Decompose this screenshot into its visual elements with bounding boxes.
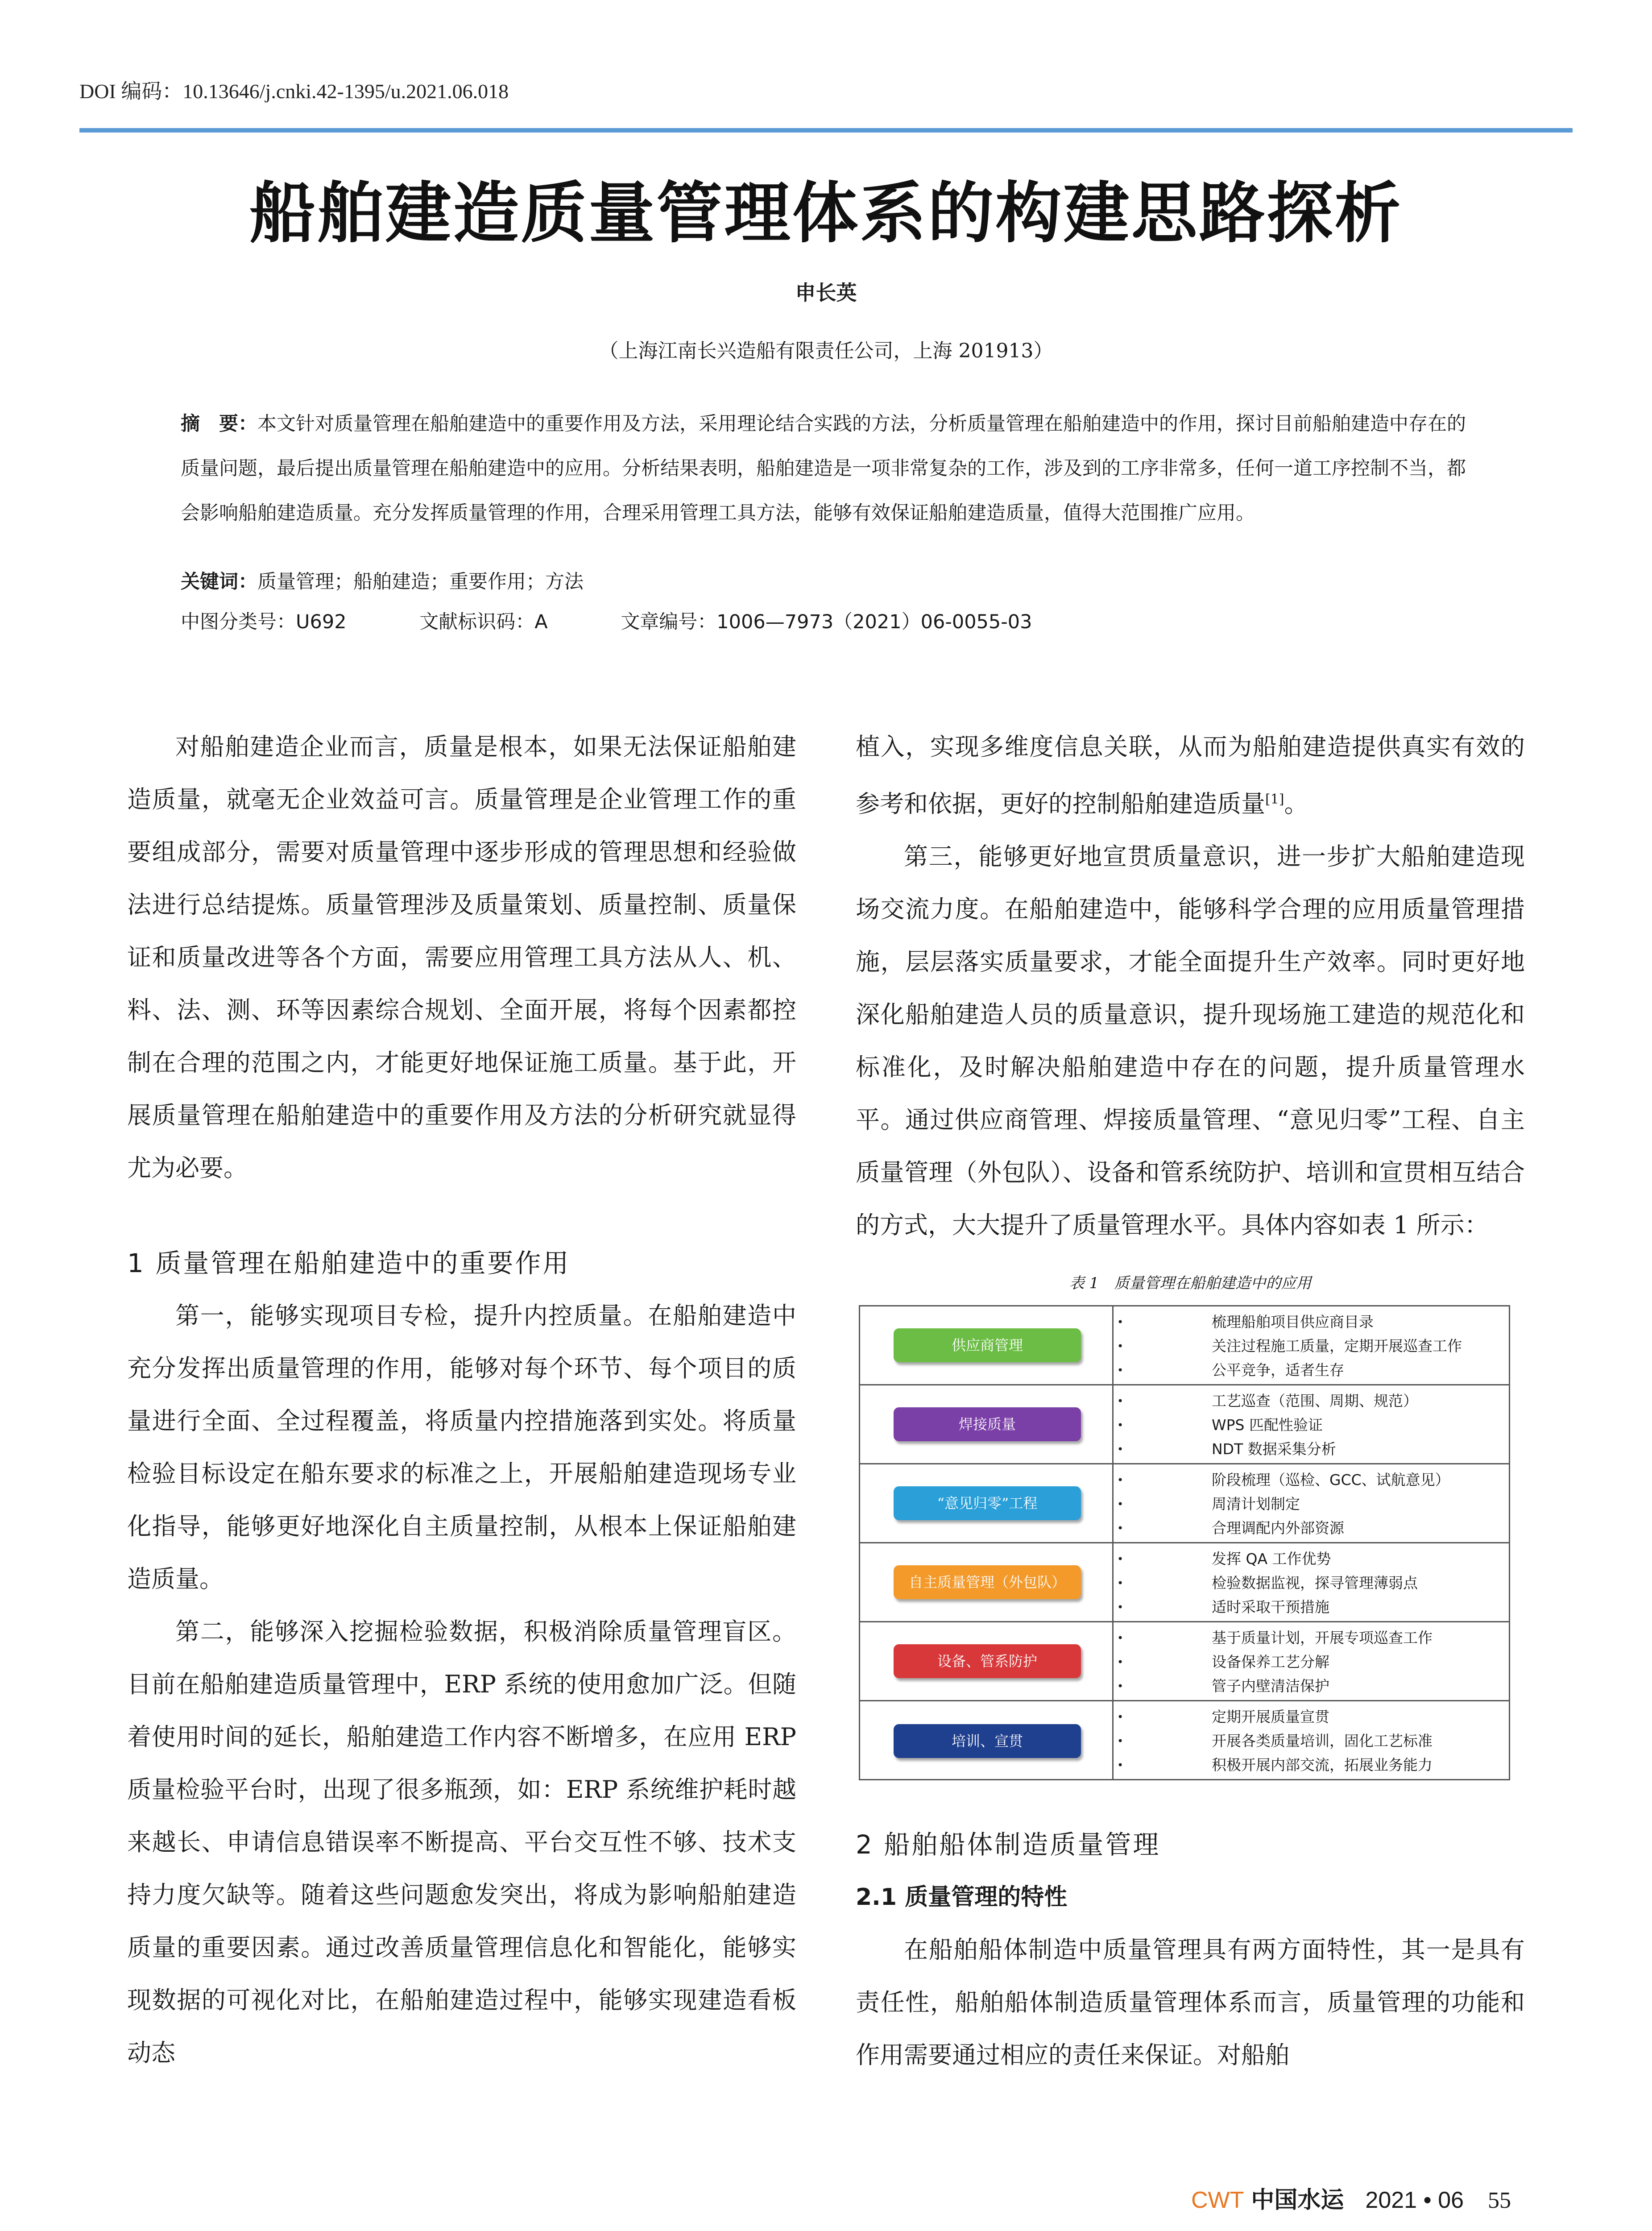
list-item: • 周清计划制定 [1117,1495,1300,1513]
magazine-name: 中国水运 [1251,2186,1344,2214]
table-caption: 表 1 质量管理在船舶建造中的应用 [1069,1274,1312,1292]
paragraph-section2: 在船舶船体制造中质量管理具有两方面特性，其一是具有责任性，船舶船体制造质量管理体系而言，质量管理的功能和作用需要通过相应的责任来保证。对船舶 [856,1936,1525,2069]
list-item: • 定期开展质量宣贯 [1117,1708,1329,1725]
row-label-pill: 供应商管理 [894,1328,1081,1362]
left-column [127,721,796,2079]
table-row [860,1306,1509,1385]
list-item: • 设备保养工艺分解 [1117,1653,1329,1671]
page-number: 55 [1488,2188,1511,2213]
list-item: • 工艺巡查（范围、周期、规范） [1117,1392,1418,1410]
list-item: • WPS 匹配性验证 [1117,1416,1323,1434]
section-2 [856,1818,1525,2082]
table-row [860,1543,1509,1622]
list-item: • 合理调配内外部资源 [1117,1519,1344,1537]
list-item: • 管子内壁清洁保护 [1117,1677,1329,1695]
header-rule [79,128,1573,133]
row-label-pill: 自主质量管理（外包队） [894,1565,1081,1599]
section-2-heading: 2 船舶船体制造质量管理 [856,1829,1161,1860]
paragraph-continued: 植入，实现多维度信息关联，从而为船舶建造提供真实有效的参考和依据，更好的控制船舶建造质量[1]。 [856,733,1525,818]
list-item: • 梳理船舶项目供应商目录 [1117,1313,1374,1331]
list-item: • 发挥 QA 工作优势 [1117,1550,1331,1568]
abstract-text: 本文针对质量管理在船舶建造中的重要作用及方法，采用理论结合实践的方法，分析质量管理在船舶建造中的作用，探讨目前船舶建造中存在的质量问题，最后提出质量管理在船舶建造中的应用。分析结果表明，船舶建造是一项非常复杂的工作，涉及到的工序非常多，任何一道工序控制不当，都会影响船舶建造质量。充分发挥质量管理的作用，合理采用管理工具方法，能够有效保证船舶建造质量，值得大范围推广应用。 [181,413,1466,524]
abstract [181,402,1474,535]
row-label-pill: 焊接质量 [894,1407,1081,1441]
article-meta [181,607,1474,634]
list-item: • 关注过程施工质量，定期开展巡查工作 [1117,1337,1462,1355]
brand-logo: CWT [1191,2187,1244,2213]
paragraph-first: 第一，能够实现项目专检，提升内控质量。在船舶建造中充分发挥出质量管理的作用，能够对每个环节、每个项目的质量进行全面、全过程覆盖，将质量内控措施落到实处。将质量检验目标设定在船东要求的标准之上，开展船舶建造现场专业化指导，能够更好地深化自主质量控制，从根本上保证船舶建造质量。 [127,1302,796,1593]
table-row [860,1701,1509,1780]
keywords [181,567,584,594]
abstract-label: 摘 要： [181,413,257,435]
table-row [860,1464,1509,1543]
intro-paragraph: 对船舶建造企业而言，质量是根本，如果无法保证船舶建造质量，就毫无企业效益可言。质量管理是企业管理工作的重要组成部分，需要对质量管理中逐步形成的管理思想和经验做法进行总结提炼。质量管理涉及质量策划、质量控制、质量保证和质量改进等各个方面，需要应用管理工具方法从人、机、料、法、测、环等因素综合规划、全面开展，将每个因素都控制在合理的范围之内，才能更好地保证施工质量。基于此，开展质量管理在船舶建造中的重要作用及方法的分析研究就显得尤为必要。 [127,733,796,1182]
list-item: • 检验数据监视，探寻管理薄弱点 [1117,1574,1418,1592]
page-footer [1191,2181,1511,2214]
issue-date: 2021 • 06 [1365,2187,1464,2213]
doi-header: DOI 编码：10.13646/j.cnki.42-1395/u.2021.06.018 [79,80,509,103]
clc-number: 中图分类号：U692 [181,611,347,633]
keywords-label: 关键词： [181,571,257,593]
list-item: • 积极开展内部交流，拓展业务能力 [1117,1756,1433,1774]
keywords-text: 质量管理；船舶建造；重要作用；方法 [257,571,584,593]
table-row [860,1385,1509,1464]
right-column [856,721,1525,1252]
subsection-2-1-heading: 2.1 质量管理的特性 [856,1884,1068,1911]
quality-table [859,1305,1510,1780]
row-label-pill: 培训、宣贯 [894,1724,1081,1758]
list-item: • NDT 数据采集分析 [1117,1440,1336,1458]
list-item: • 阶段梳理（巡检、GCC、试航意见） [1117,1471,1450,1489]
affiliation: （上海江南长兴造船有限责任公司，上海 201913） [599,340,1053,362]
paragraph-third: 第三，能够更好地宣贯质量意识，进一步扩大船舶建造现场交流力度。在船舶建造中，能够科学合理的应用质量管理措施，层层落实质量要求，才能全面提升生产效率。同时更好地深化船舶建造人员的质量意识，提升现场施工建造的规范化和标准化，及时解决船舶建造中存在的问题，提升质量管理水平。通过供应商管理、焊接质量管理、“意见归零”工程、自主质量管理（外包队）、设备和管系统防护、培训和宣贯相互结合的方式，大大提升了质量管理水平。具体内容如表 1 所示： [856,842,1525,1239]
author: 申长英 [795,281,857,305]
paragraph-second: 第二，能够深入挖掘检验数据，积极消除质量管理盲区。目前在船舶建造质量管理中，ERP 系统的使用愈加广泛。但随着使用时间的延长，船舶建造工作内容不断增多，在应用 ERP 质量检验平台时，出现了很多瓶颈，如：ERP 系统维护耗时越来越长、申请信息错误率不断提高、平台交互性不够、技术支持力度欠缺等。随着这些问题愈发突出，将成为影响船舶建造质量的重要因素。通过改善质量管理信息化和智能化，能够实现数据的可视化对比，在船舶建造过程中，能够实现建造看板动态 [127,1617,796,2067]
list-item: • 适时采取干预措施 [1117,1598,1329,1616]
document-code: 文献标识码：A [419,611,548,633]
section-1-heading: 1 质量管理在船舶建造中的重要作用 [127,1248,571,1278]
paper-title: 船舶建造质量管理体系的构建思路探析 [249,174,1403,252]
article-number: 文章编号：1006—7973（2021）06-0055-03 [621,611,1032,633]
row-label-pill: 设备、管系防护 [894,1644,1081,1678]
list-item: • 公平竞争，适者生存 [1117,1361,1344,1379]
table-row [860,1622,1509,1701]
list-item: • 基于质量计划，开展专项巡查工作 [1117,1629,1433,1646]
list-item: • 开展各类质量培训，固化工艺标准 [1117,1732,1433,1750]
citation-ref: [1] [1265,792,1284,807]
row-label-pill: “意见归零”工程 [894,1486,1081,1520]
